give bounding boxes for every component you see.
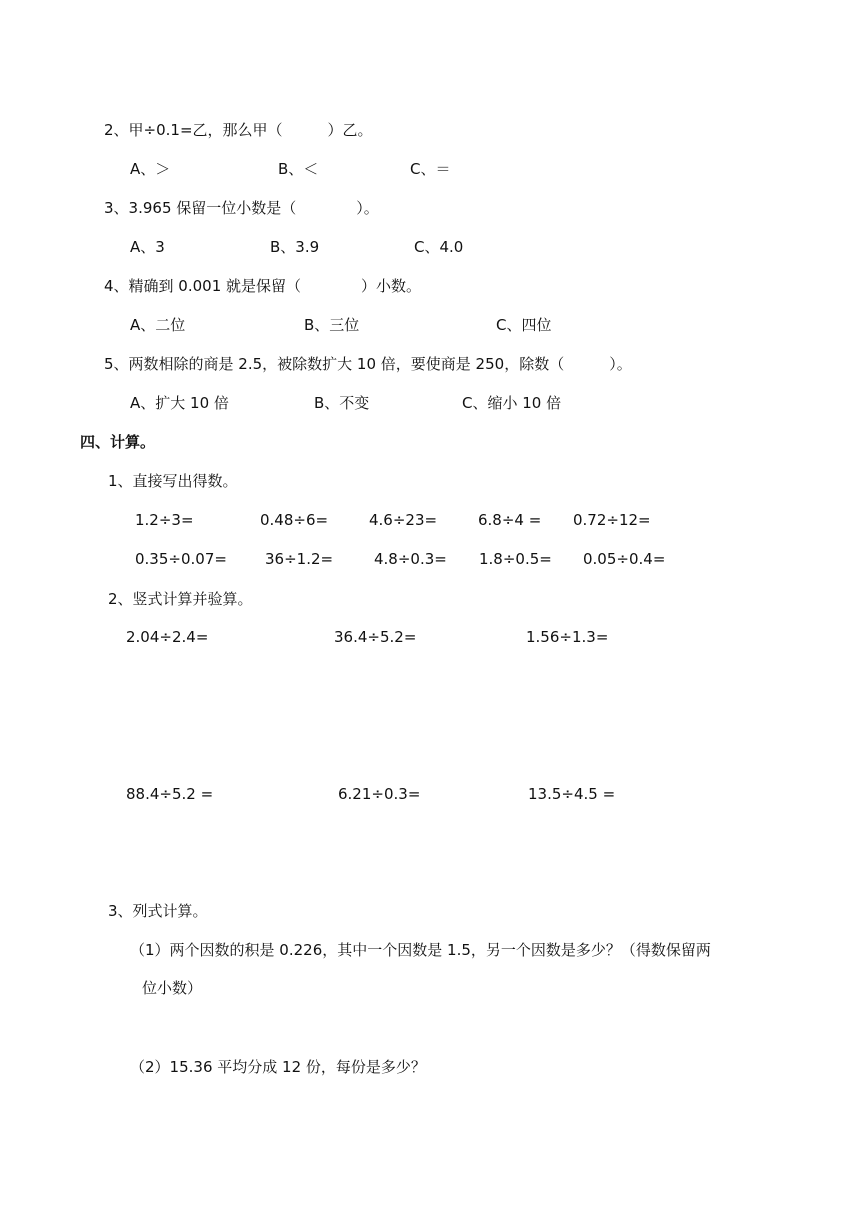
mental-calc-item: 1.2÷3= xyxy=(135,511,194,529)
question-3-option-a: A、3 xyxy=(130,238,165,256)
mental-calc-item: 6.8÷4 = xyxy=(478,511,542,529)
vertical-calc-item: 1.56÷1.3= xyxy=(526,628,609,646)
question-5-option-b: B、不变 xyxy=(314,394,370,412)
part-1-title: 1、直接写出得数。 xyxy=(108,472,238,490)
question-3-option-b: B、3.9 xyxy=(270,238,320,256)
mental-calc-item: 1.8÷0.5= xyxy=(479,550,552,568)
vertical-calc-item: 6.21÷0.3= xyxy=(338,785,421,803)
mental-calc-item: 36÷1.2= xyxy=(265,550,334,568)
mental-calc-item: 0.35÷0.07= xyxy=(135,550,227,568)
question-3-stem: 3、3.965 保留一位小数是（ ）。 xyxy=(104,199,379,217)
section-4-title: 四、计算。 xyxy=(80,433,156,451)
question-4-stem: 4、精确到 0.001 就是保留（ ）小数。 xyxy=(104,277,422,295)
mental-calc-item: 4.8÷0.3= xyxy=(374,550,447,568)
question-2-option-c: C、＝ xyxy=(410,160,451,178)
word-problem-2: （2）15.36 平均分成 12 份，每份是多少？ xyxy=(130,1058,426,1076)
part-2-title: 2、竖式计算并验算。 xyxy=(108,590,253,608)
question-5-stem: 5、两数相除的商是 2.5，被除数扩大 10 倍，要使商是 250，除数（ ）。 xyxy=(104,355,632,373)
question-2-option-b: B、＜ xyxy=(278,160,319,178)
vertical-calc-item: 13.5÷4.5 = xyxy=(528,785,616,803)
vertical-calc-item: 36.4÷5.2= xyxy=(334,628,417,646)
question-3-option-c: C、4.0 xyxy=(414,238,464,256)
mental-calc-item: 0.48÷6= xyxy=(260,511,329,529)
question-4-option-b: B、三位 xyxy=(304,316,360,334)
question-2-stem: 2、甲÷0.1=乙，那么甲（ ）乙。 xyxy=(104,121,373,139)
vertical-calc-item: 2.04÷2.4= xyxy=(126,628,209,646)
question-5-option-c: C、缩小 10 倍 xyxy=(462,394,562,412)
question-2-option-a: A、＞ xyxy=(130,160,171,178)
mental-calc-item: 0.05÷0.4= xyxy=(583,550,666,568)
mental-calc-item: 4.6÷23= xyxy=(369,511,438,529)
vertical-calc-item: 88.4÷5.2 = xyxy=(126,785,214,803)
word-problem-1-line-1: （1）两个因数的积是 0.226，其中一个因数是 1.5，另一个因数是多少？（得数保留两 xyxy=(130,941,711,959)
part-3-title: 3、列式计算。 xyxy=(108,902,208,920)
word-problem-1-line-2: 位小数） xyxy=(142,979,203,997)
mental-calc-item: 0.72÷12= xyxy=(573,511,651,529)
question-4-option-a: A、二位 xyxy=(130,316,186,334)
question-5-option-a: A、扩大 10 倍 xyxy=(130,394,229,412)
question-4-option-c: C、四位 xyxy=(496,316,552,334)
